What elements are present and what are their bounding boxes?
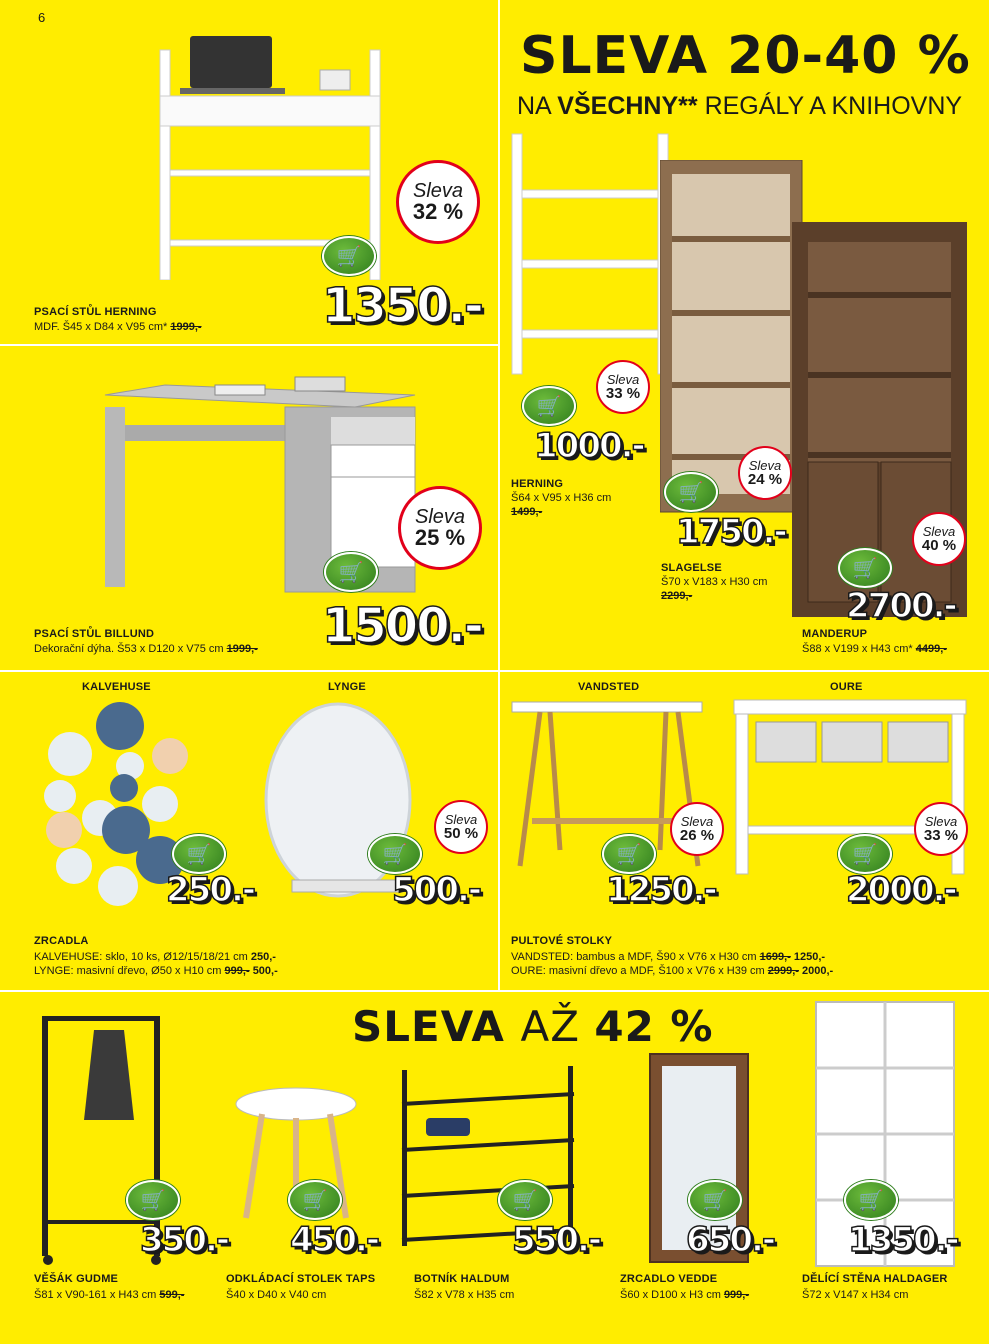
label-kalvehuse: KALVEHUSE [82, 681, 151, 693]
product-spec-billund: Dekorační dýha. Š53 x D120 x V75 cm 1999,- [34, 643, 258, 655]
page-number: 6 [38, 10, 46, 25]
discount-badge-herning-shelf: Sleva 33 % [596, 360, 650, 414]
discount-badge-oure: Sleva 33 % [914, 802, 968, 856]
product-name-herning-desk: PSACÍ STŮL HERNING [34, 306, 157, 318]
discount-badge-herning-desk: Sleva 32 % [396, 160, 480, 244]
price-slagelse: 1750.- [676, 512, 786, 552]
product-name-billund: PSACÍ STŮL BILLUND [34, 628, 155, 640]
product-spec-herning-desk: MDF. Š45 x D84 x V95 cm* 1999,- [34, 321, 202, 333]
cart-icon[interactable]: 🛒 [324, 552, 378, 592]
cart-icon[interactable]: 🛒 [322, 236, 376, 276]
label-lynge: LYNGE [328, 681, 366, 693]
product-spec-mirrors: KALVEHUSE: sklo, 10 ks, Ø12/15/18/21 cm 250,- LYNGE: masivní dřevo, Ø50 x H10 cm 999,- 500,- [34, 951, 278, 977]
product-name-herning-shelf: HERNING [511, 478, 564, 490]
divider-vertical-top [498, 0, 500, 672]
label-oure: OURE [830, 681, 863, 693]
discount-badge-lynge: Sleva 50 % [434, 800, 488, 854]
price-manderup: 2700.- [846, 586, 956, 626]
headline-top-subtitle: NA VŠECHNY** REGÁLY A KNIHOVNY [517, 92, 963, 120]
product-name-mirrors: ZRCADLA [34, 935, 89, 947]
cart-icon[interactable]: 🛒 [126, 1180, 180, 1220]
discount-badge-slagelse: Sleva 24 % [738, 446, 792, 500]
price-taps: 450.- [290, 1220, 378, 1260]
product-spec-gudme: Š81 x V90-161 x H43 cm 599,- [34, 1289, 185, 1301]
product-spec-taps: Š40 x D40 x V40 cm [226, 1289, 327, 1301]
product-spec-tables: VANDSTED: bambus a MDF, Š90 x V76 x H30 cm 1699,- 1250,- OURE: masivní dřevo a MDF, Š100 x V76 x H39 cm 2999,- 2000,- [511, 951, 834, 977]
cart-icon[interactable]: 🛒 [172, 834, 226, 874]
headline-bottom: SLEVA AŽ 42 % [352, 1002, 714, 1051]
cart-icon[interactable]: 🛒 [498, 1180, 552, 1220]
divider-horizontal-left [0, 344, 498, 346]
label-vandsted: VANDSTED [578, 681, 640, 693]
price-billund: 1500.- [322, 598, 482, 654]
product-spec-haldum: Š82 x V78 x H35 cm [414, 1289, 515, 1301]
product-name-gudme: VĚŠÁK GUDME [34, 1273, 119, 1285]
cart-icon[interactable]: 🛒 [838, 834, 892, 874]
cart-icon[interactable]: 🛒 [368, 834, 422, 874]
price-herning-shelf: 1000.- [534, 426, 644, 466]
divider-horizontal-bottom [0, 990, 989, 992]
price-vedde: 650.- [686, 1220, 774, 1260]
product-name-slagelse: SLAGELSE [661, 562, 722, 574]
cart-icon[interactable]: 🛒 [838, 548, 892, 588]
price-vandsted: 1250.- [606, 870, 716, 910]
discount-badge-vandsted: Sleva 26 % [670, 802, 724, 856]
cart-icon[interactable]: 🛒 [664, 472, 718, 512]
herning-shelf-image [508, 130, 678, 380]
discount-badge-billund: Sleva 25 % [398, 486, 482, 570]
cart-icon[interactable]: 🛒 [288, 1180, 342, 1220]
cart-icon[interactable]: 🛒 [844, 1180, 898, 1220]
cart-icon[interactable]: 🛒 [688, 1180, 742, 1220]
product-name-taps: ODKLÁDACÍ STOLEK TAPS [226, 1273, 376, 1285]
product-name-manderup: MANDERUP [802, 628, 868, 640]
headline-top: SLEVA 20-40 % [520, 26, 971, 86]
cart-icon[interactable]: 🛒 [602, 834, 656, 874]
product-spec-vedde: Š60 x D100 x H3 cm 999,- [620, 1289, 750, 1301]
price-haldager: 1350.- [848, 1220, 958, 1260]
price-lynge: 500.- [392, 870, 480, 910]
price-gudme: 350.- [140, 1220, 228, 1260]
product-name-haldager: DĚLÍCÍ STĚNA HALDAGER [802, 1273, 948, 1285]
product-spec-manderup: Š88 x V199 x H43 cm* 4499,- [802, 643, 947, 655]
product-name-vedde: ZRCADLO VEDDE [620, 1273, 718, 1285]
product-name-haldum: BOTNÍK HALDUM [414, 1273, 510, 1285]
divider-vertical-mid [498, 672, 500, 992]
price-haldum: 550.- [512, 1220, 600, 1260]
discount-badge-manderup: Sleva 40 % [912, 512, 966, 566]
product-name-tables: PULTOVÉ STOLKY [511, 935, 613, 947]
product-spec-haldager: Š72 x V147 x H34 cm [802, 1289, 909, 1301]
price-oure: 2000.- [846, 870, 956, 910]
price-herning-desk: 1350.- [322, 278, 482, 334]
product-spec-slagelse: Š70 x V183 x H30 cm 2299,- [661, 576, 768, 602]
product-spec-herning-shelf: Š64 x V95 x H36 cm 1499,- [511, 492, 612, 518]
cart-icon[interactable]: 🛒 [522, 386, 576, 426]
billund-desk-image [95, 355, 425, 595]
price-kalvehuse: 250.- [166, 870, 254, 910]
divider-horizontal-mid [0, 670, 989, 672]
